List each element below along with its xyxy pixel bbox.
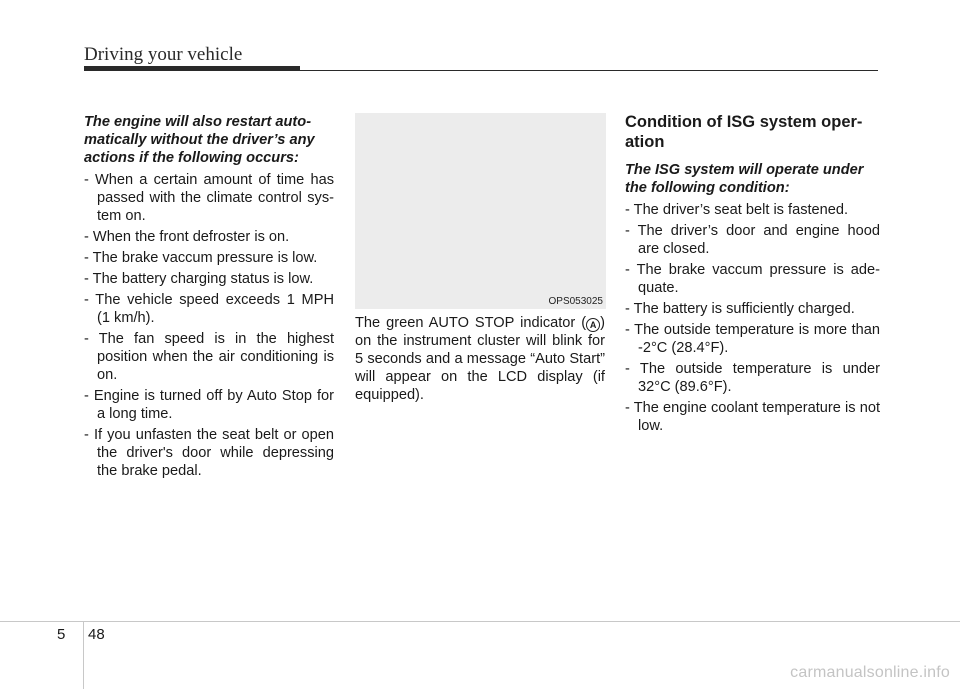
header-rule-thin	[300, 70, 878, 71]
figure-caption: OPS053025	[548, 296, 603, 307]
figure-image	[355, 113, 606, 309]
list-item: - When the front defroster is on.	[84, 229, 290, 245]
watermark-link[interactable]: carmanualsonline.info	[790, 664, 950, 681]
column-left	[84, 113, 334, 483]
auto-stop-indicator-icon: A	[586, 318, 600, 332]
list-item: - The battery is sufficiently charged.	[625, 301, 855, 317]
list-item: - The brake vaccum pressure is low.	[84, 250, 318, 266]
para-prefix: The green AUTO STOP indicator (	[355, 315, 587, 331]
para-suffix: ) on the instrument cluster will blink for 5 seconds and a message “Auto Start” will appear on the LCD display (if equipped).	[355, 315, 605, 403]
list-item: - The engine coolant temperature is not low.	[625, 400, 880, 434]
header-rule-thick	[84, 66, 300, 71]
list-item: - When a certain amount of time has passed with the climate control sys-tem on.	[84, 172, 334, 224]
column-right	[625, 112, 880, 438]
page-number: 48	[88, 626, 105, 643]
restart-conditions-intro: The engine will also restart auto-matically without the driver’s any actions if the following occurs:	[84, 114, 315, 166]
list-item: - The brake vaccum pressure is ade-quate.	[625, 262, 880, 296]
footer-divider	[83, 621, 84, 689]
list-item: - The outside temperature is more than -2°C (28.4°F).	[625, 322, 880, 356]
column-middle	[355, 314, 605, 404]
list-item: - The battery charging status is low.	[84, 271, 314, 287]
list-item: - The driver’s seat belt is fastened.	[625, 202, 849, 218]
chapter-number: 5	[57, 626, 66, 643]
section-title: Condition of ISG system oper-ation	[625, 113, 863, 151]
header-title: Driving your vehicle	[84, 44, 243, 65]
list-item: - If you unfasten the seat belt or open the driver's door while depressing the brake pedal.	[84, 427, 334, 479]
footer-rule	[0, 621, 960, 622]
list-item: - The fan speed is in the highest position when the air conditioning is on.	[84, 331, 334, 383]
list-item: - Engine is turned off by Auto Stop for a long time.	[84, 388, 334, 422]
auto-stop-paragraph	[355, 314, 605, 404]
list-item: - The driver’s door and engine hood are closed.	[625, 223, 880, 257]
operate-conditions-intro: The ISG system will operate under the following condition:	[625, 162, 864, 196]
list-item: - The outside temperature is under 32°C (89.6°F).	[625, 361, 880, 395]
list-item: - The vehicle speed exceeds 1 MPH (1 km/h).	[84, 292, 334, 326]
